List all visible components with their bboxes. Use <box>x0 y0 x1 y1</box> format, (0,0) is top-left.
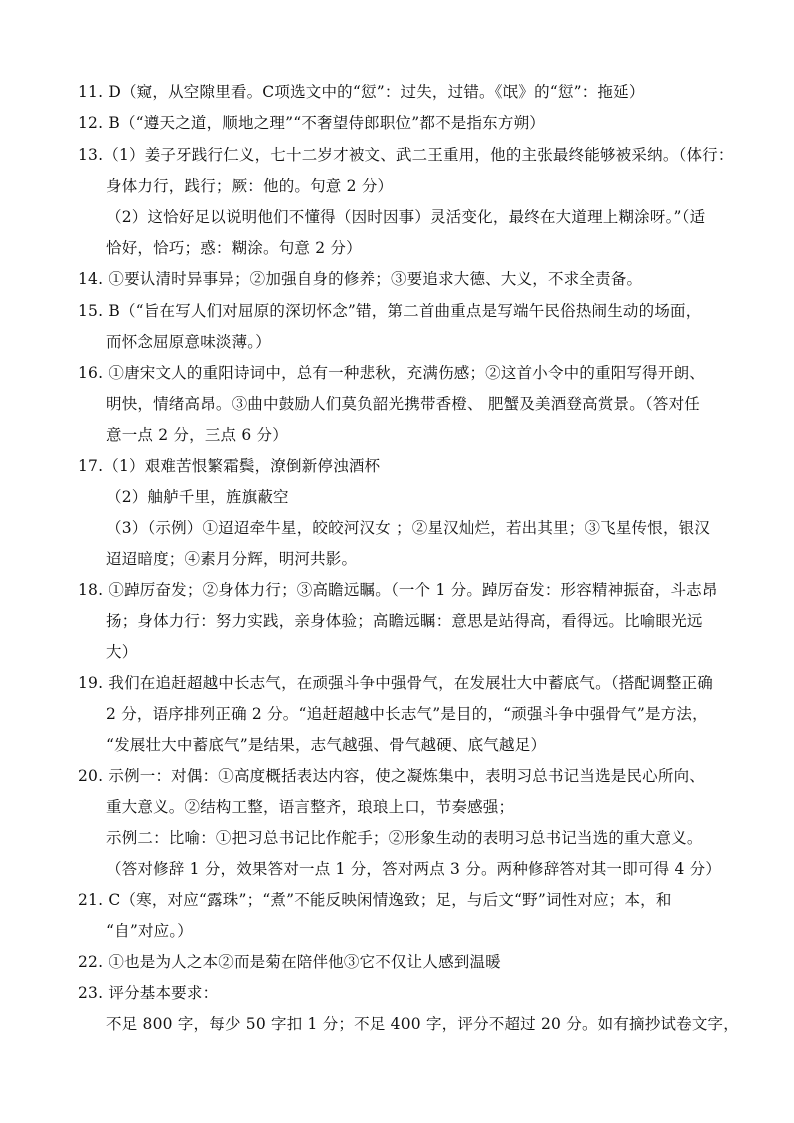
answer-19-line-3: “发展壮大中蓄底气”是结果，志气越强、骨气越硬、底气越足） <box>106 736 547 754</box>
answer-18-line-3: 大） <box>106 643 138 661</box>
answer-20-line-1: 20. 示例一：对偶：①高度概括表达内容，使之凝炼集中，表明习总书记当选是民心所向、 <box>78 767 705 785</box>
answer-17-line-1: 17.（1）艰难苦恨繁霜鬓，潦倒新停浊酒杯 <box>78 457 381 475</box>
answer-19-line-2: 2 分，语序排列正确 2 分。“追赶超越中长志气”是目的，“顽强斗争中强骨气”是方法， <box>106 705 708 723</box>
answer-19-line-1: 19. 我们在追赶超越中长志气，在顽强斗争中强骨气，在发展壮大中蓄底气。（搭配调整正确 <box>78 674 713 692</box>
answer-13-line-1: 13.（1）姜子牙践行仁义，七十二岁才被文、武二王重用，他的主张最终能够被采纳。（体行： <box>78 146 734 164</box>
answer-17-line-3: （3）（示例）①迢迢牵牛星，皎皎河汉女 ；②星汉灿烂，若出其里；③飞星传恨，银汉 <box>106 519 711 537</box>
answer-23-line-1: 23. 评分基本要求： <box>78 984 219 1002</box>
answer-23-line-2: 不足 800 字，每少 50 字扣 1 分；不足 400 字，评分不超过 20 分。如有摘抄试卷文字， <box>106 1015 739 1033</box>
answer-21-line-1: 21. C（寒，对应“露珠”；“煮”不能反映闲情逸致；足，与后文“野”词性对应；本，和 <box>78 891 672 909</box>
answer-20-line-4: （答对修辞 1 分，效果答对一点 1 分，答对两点 3 分。两种修辞答对其一即可得 4 分） <box>106 860 722 878</box>
answer-17-line-4: 迢迢暗度；④素月分辉，明河共影。 <box>106 550 358 568</box>
answer-16-line-3: 意一点 2 分，三点 6 分） <box>106 426 288 444</box>
answer-22-line-1: 22. ①也是为人之本②而是菊在陪伴他③它不仅让人感到温暖 <box>78 953 501 971</box>
answer-13-line-3: （2）这恰好足以说明他们不懂得（因时因事）灵活变化，最终在大道理上糊涂呀。”（适 <box>106 208 706 226</box>
answer-20-line-2: 重大意义。②结构工整，语言整齐，琅琅上口，节奏感强； <box>106 798 515 816</box>
answer-14-line-1: 14. ①要认清时异事异；②加强自身的修养；③要追求大德、大义，不求全责备。 <box>78 270 643 288</box>
answer-13-line-4: 恰好，恰巧；惑：糊涂。句意 2 分） <box>106 239 362 257</box>
answer-18-line-1: 18. ①踔厉奋发；②身体力行；③高瞻远瞩。（一个 1 分。踔厉奋发：形容精神振奋，斗志昂 <box>78 581 718 599</box>
answer-21-line-2: “自”对应。） <box>106 922 193 940</box>
answer-20-line-3: 示例二：比喻：①把习总书记比作舵手；②形象生动的表明习总书记当选的重大意义。 <box>106 829 703 847</box>
answer-11-line-1: 11. D（窥，从空隙里看。C项选文中的“愆”：过失，过错。《氓》的“愆”：拖延） <box>78 83 645 101</box>
answer-12-line-1: 12. B（“遵天之道，顺地之理”“不奢望侍郎职位”都不是指东方朔） <box>78 114 545 132</box>
answer-17-line-2: （2）舳舻千里，旌旗蔽空 <box>106 488 289 506</box>
answer-16-line-2: 明快，情绪高昂。③曲中鼓励人们莫负韶光携带香橙、 肥蟹及美酒登高赏景。（答对任 <box>106 395 700 413</box>
answer-16-line-1: 16. ①唐宋文人的重阳诗词中，总有一种悲秋，充满伤感；②这首小令中的重阳写得开朗、 <box>78 364 705 382</box>
answer-15-line-1: 15. B（“旨在写人们对屈原的深切怀念”错，第二首曲重点是写端午民俗热闹生动的场面， <box>78 302 702 320</box>
answer-18-line-2: 扬；身体力行：努力实践，亲身体验；高瞻远瞩：意思是站得高，看得远。比喻眼光远 <box>106 612 703 630</box>
answer-15-line-2: 而怀念屈原意味淡薄。） <box>106 333 271 351</box>
answer-13-line-2: 身体力行，践行；厥：他的。句意 2 分） <box>106 177 394 195</box>
